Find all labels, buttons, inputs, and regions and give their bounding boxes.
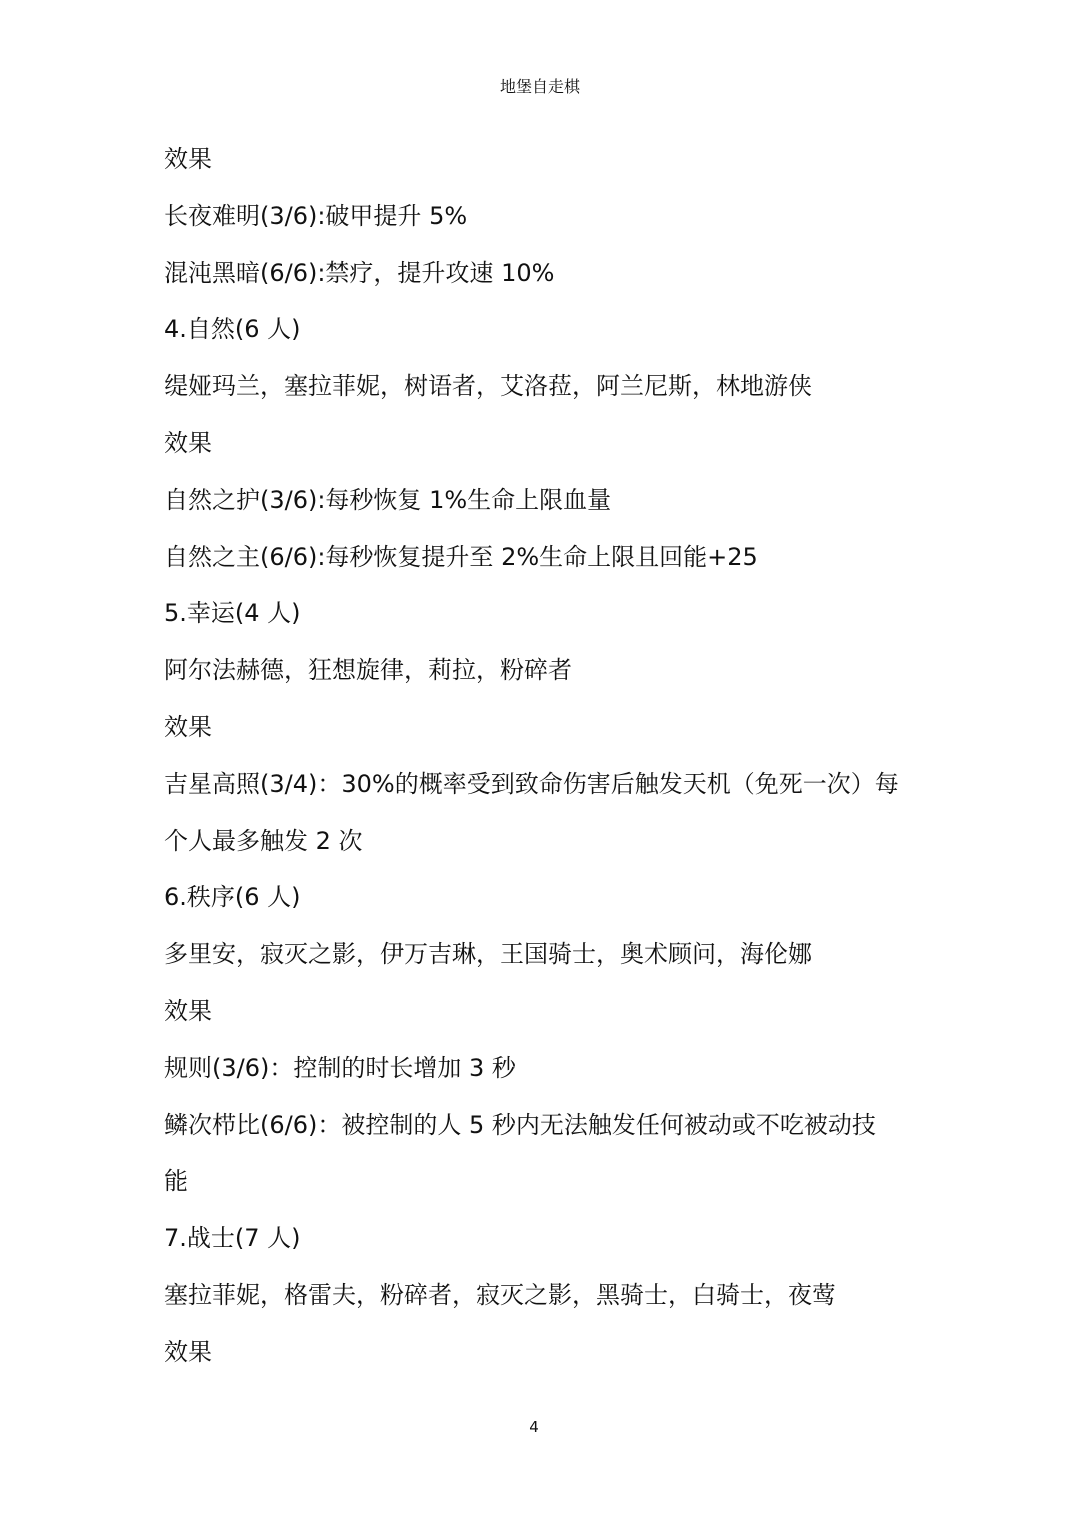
text-line: 多里安，寂灭之影，伊万吉琳，王国骑士，奥术顾问，海伦娜 bbox=[164, 940, 812, 969]
text-line: 效果 bbox=[164, 996, 212, 1025]
text-line: 效果 bbox=[164, 1337, 212, 1366]
text-line: 效果 bbox=[164, 712, 212, 741]
text-line: 自然之主(6/6):每秒恢复提升至 2%生命上限且回能+25 bbox=[164, 542, 758, 571]
text-line: 自然之护(3/6):每秒恢复 1%生命上限血量 bbox=[164, 485, 612, 514]
text-line: 能 bbox=[164, 1167, 188, 1196]
document-body bbox=[164, 140, 924, 1390]
text-line: 吉星高照(3/4)：30%的概率受到致命伤害后触发天机（免死一次）每 bbox=[164, 769, 899, 798]
text-line: 个人最多触发 2 次 bbox=[164, 826, 363, 855]
page-number: 4 bbox=[529, 1418, 539, 1436]
text-line: 缇娅玛兰，塞拉菲妮，树语者，艾洛菈，阿兰尼斯，林地游侠 bbox=[164, 372, 812, 401]
page-header: 地堡自走棋 bbox=[499, 77, 580, 96]
text-line: 效果 bbox=[164, 428, 212, 457]
text-line: 塞拉菲妮，格雷夫，粉碎者，寂灭之影，黑骑士，白骑士，夜莺 bbox=[164, 1280, 836, 1309]
text-line: 长夜难明(3/6):破甲提升 5% bbox=[164, 201, 468, 230]
text-line: 规则(3/6)：控制的时长增加 3 秒 bbox=[164, 1053, 516, 1082]
text-line: 效果 bbox=[164, 145, 212, 173]
section-heading: 7.战士(7 人) bbox=[164, 1224, 301, 1253]
section-heading: 4.自然(6 人) bbox=[164, 315, 301, 344]
section-heading: 5.幸运(4 人) bbox=[164, 599, 301, 628]
text-line: 混沌黑暗(6/6):禁疗，提升攻速 10% bbox=[164, 258, 555, 287]
text-line: 鳞次栉比(6/6)：被控制的人 5 秒内无法触发任何被动或不吃被动技 bbox=[164, 1110, 876, 1139]
text-line: 阿尔法赫德，狂想旋律，莉拉，粉碎者 bbox=[164, 656, 572, 685]
section-heading: 6.秩序(6 人) bbox=[164, 883, 301, 912]
